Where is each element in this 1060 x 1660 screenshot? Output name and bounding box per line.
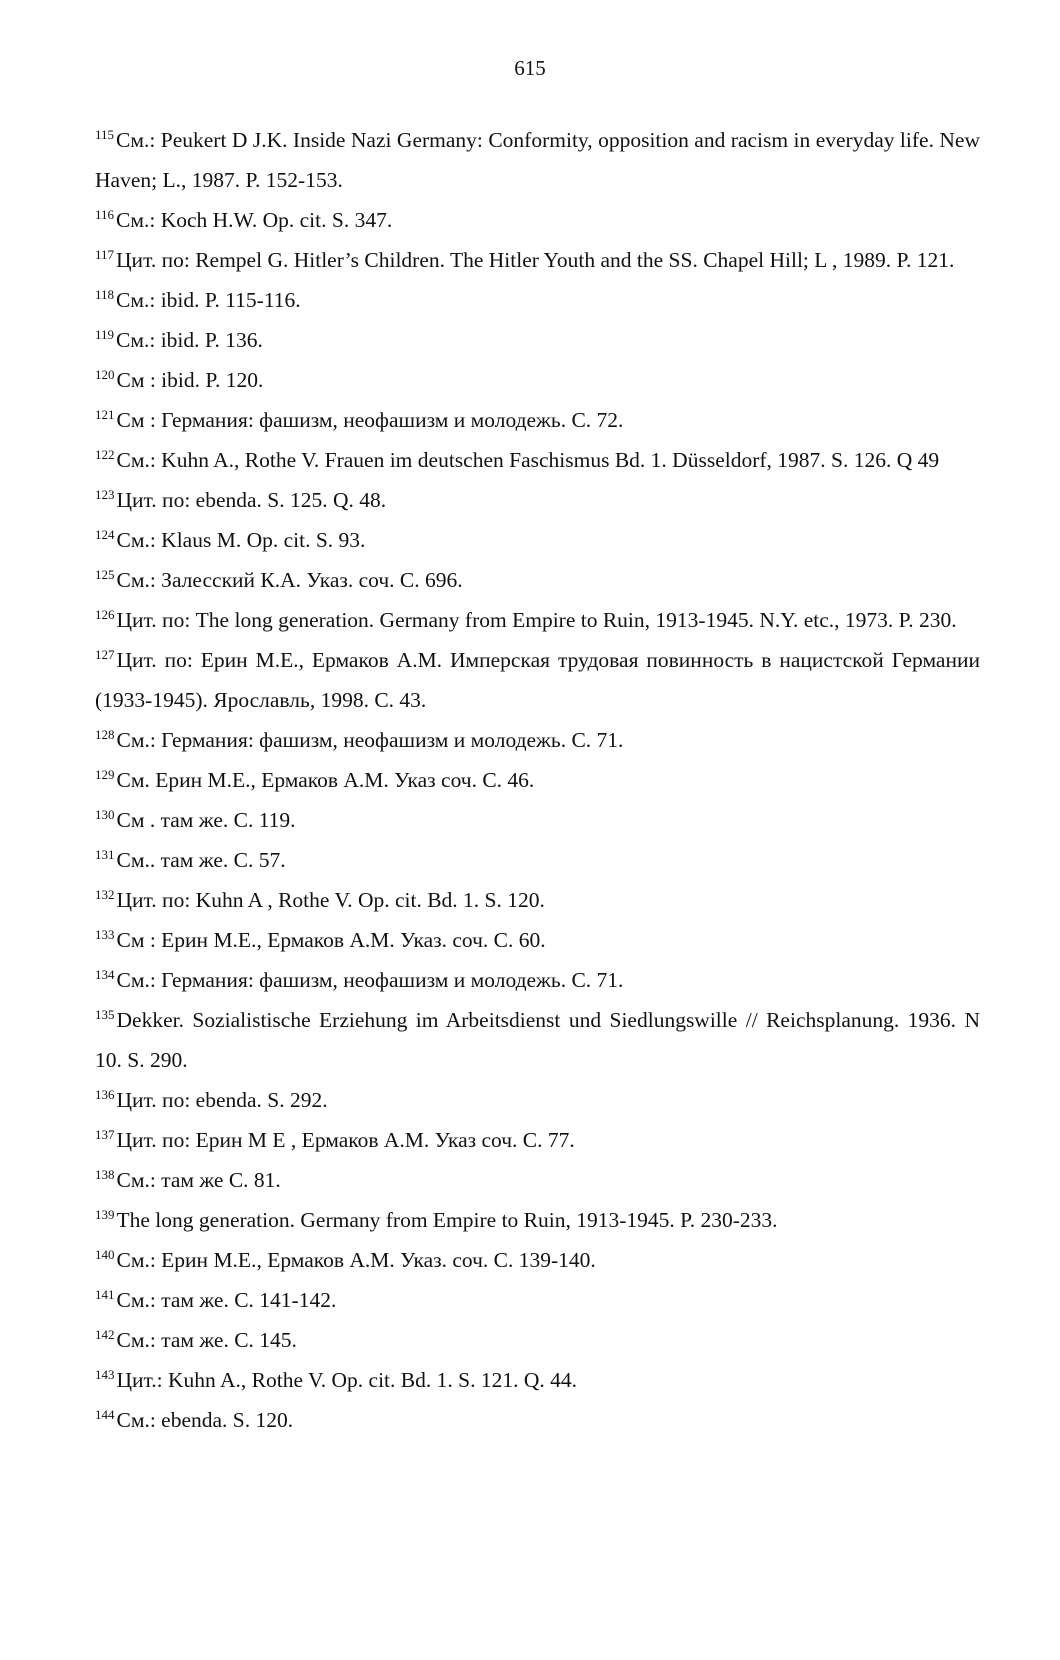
footnote-number: 137 [95, 1127, 115, 1142]
footnote-text: Цит. по: The long generation. Germany from Empire to Ruin, 1913-1945. N.Y. etc., 1973. P. 230. [116, 608, 957, 632]
footnote-number: 133 [95, 927, 115, 942]
footnote-text: Цит. по: Kuhn A , Rothe V. Op. cit. Bd. 1. S. 120. [116, 888, 545, 912]
footnote-number: 118 [95, 287, 115, 302]
footnote-text: См : Германия: фашизм, неофашизм и молодежь. С. 72. [116, 408, 624, 432]
footnote-number: 125 [95, 567, 115, 582]
footnote-text: См : Ерин М.Е., Ермаков А.М. Указ. соч. С. 60. [116, 928, 546, 952]
footnote-text: См.: там же. С. 145. [116, 1328, 297, 1352]
footnote-text: См.: Kuhn A., Rothe V. Frauen im deutschen Faschismus Bd. 1. Düsseldorf, 1987. S. 126. Q 49 [116, 448, 940, 472]
footnote-number: 126 [95, 607, 115, 622]
footnote [95, 440, 980, 480]
footnote [95, 360, 980, 400]
footnote-number: 131 [95, 847, 115, 862]
footnote [95, 880, 980, 920]
footnote-text: Dekker. Sozialistische Erziehung im Arbeitsdienst und Siedlungswille // Reichsplanung. 1936. N 10. S. 290. [95, 1008, 980, 1072]
footnote [95, 240, 980, 280]
footnote-text: См.. там же. С. 57. [116, 848, 286, 872]
footnote-number: 140 [95, 1247, 115, 1262]
footnote [95, 1400, 980, 1440]
footnote-text: См.: Koch H.W. Op. cit. S. 347. [116, 208, 393, 232]
footnote [95, 640, 980, 720]
footnote-number: 121 [95, 407, 115, 422]
footnote [95, 400, 980, 440]
footnote-text: См.: Klaus M. Op. cit. S. 93. [116, 528, 366, 552]
page-number: 615 [514, 56, 546, 80]
footnote [95, 920, 980, 960]
footnote [95, 800, 980, 840]
footnote-number: 141 [95, 1287, 115, 1302]
footnote-number: 119 [95, 327, 115, 342]
footnote-number: 139 [95, 1207, 115, 1222]
footnote [95, 840, 980, 880]
footnote-text: Цит. по: Rempel G. Hitler’s Children. The Hitler Youth and the SS. Chapel Hill; L , 1989. P. 121. [116, 248, 955, 272]
footnote [95, 560, 980, 600]
footnote [95, 1200, 980, 1240]
footnote-number: 143 [95, 1367, 115, 1382]
footnote [95, 960, 980, 1000]
footnote [95, 1240, 980, 1280]
footnote [95, 320, 980, 360]
footnote [95, 120, 980, 200]
footnote-text: Цит. по: ebenda. S. 292. [116, 1088, 328, 1112]
footnote-text: См.: Peukert D J.K. Inside Nazi Germany: Conformity, opposition and racism in everyday life. New Haven; L., 1987. P. 152-153. [95, 128, 980, 192]
footnote-number: 127 [95, 647, 115, 662]
footnote-text: Цит. по: ebenda. S. 125. Q. 48. [116, 488, 387, 512]
footnote-text: См.: Германия: фашизм, неофашизм и молодежь. С. 71. [116, 968, 624, 992]
footnote-text: Цит. по: Ерин М Е , Ермаков А.М. Указ соч. С. 77. [116, 1128, 575, 1152]
footnote [95, 1320, 980, 1360]
footnote [95, 200, 980, 240]
footnote [95, 760, 980, 800]
footnote-text: См.: Залесский К.А. Указ. соч. С. 696. [116, 568, 463, 592]
footnote-number: 122 [95, 447, 115, 462]
footnote [95, 520, 980, 560]
footnote [95, 1120, 980, 1160]
footnote-text: См.: ibid. P. 115-116. [116, 288, 301, 312]
footnote [95, 1160, 980, 1200]
footnote-text: См.: Ерин М.Е., Ермаков А.М. Указ. соч. С. 139-140. [116, 1248, 596, 1272]
footnote-number: 116 [95, 207, 115, 222]
footnote-text: См.: ebenda. S. 120. [116, 1408, 294, 1432]
footnote-number: 129 [95, 767, 115, 782]
footnote-number: 132 [95, 887, 115, 902]
footnote-text: См.: там же С. 81. [116, 1168, 281, 1192]
footnote-text: См. Ерин М.Е., Ермаков А.М. Указ соч. С. 46. [116, 768, 535, 792]
footnote-number: 120 [95, 367, 115, 382]
footnote-text: The long generation. Germany from Empire to Ruin, 1913-1945. P. 230-233. [116, 1208, 778, 1232]
footnote-number: 135 [95, 1007, 115, 1022]
footnote [95, 600, 980, 640]
footnote [95, 480, 980, 520]
footnote-number: 142 [95, 1327, 115, 1342]
footnote [95, 1360, 980, 1400]
footnote [95, 280, 980, 320]
footnote [95, 1080, 980, 1120]
footnote-number: 117 [95, 247, 115, 262]
footnote-number: 115 [95, 127, 115, 142]
footnote-number: 128 [95, 727, 115, 742]
footnote-number: 134 [95, 967, 115, 982]
footnote [95, 1000, 980, 1080]
footnote-list [95, 120, 980, 1440]
footnote-number: 123 [95, 487, 115, 502]
footnote-number: 138 [95, 1167, 115, 1182]
footnote-number: 130 [95, 807, 115, 822]
footnote-number: 136 [95, 1087, 115, 1102]
footnote-text: См.: ibid. P. 136. [116, 328, 263, 352]
footnote-text: См.: Германия: фашизм, неофашизм и молодежь. С. 71. [116, 728, 624, 752]
footnote-text: См.: там же. С. 141-142. [116, 1288, 337, 1312]
footnote-text: См : ibid. P. 120. [116, 368, 264, 392]
footnote-text: Цит. по: Ерин М.Е., Ермаков А.М. Имперская трудовая повинность в нацистской Германии (1933-1945). Ярославль, 1998. С. 43. [95, 648, 980, 712]
footnote [95, 1280, 980, 1320]
footnote-number: 144 [95, 1407, 115, 1422]
footnote-text: Цит.: Kuhn A., Rothe V. Op. cit. Bd. 1. S. 121. Q. 44. [116, 1368, 577, 1392]
footnote [95, 720, 980, 760]
footnote-text: См . там же. С. 119. [116, 808, 296, 832]
footnote-number: 124 [95, 527, 115, 542]
